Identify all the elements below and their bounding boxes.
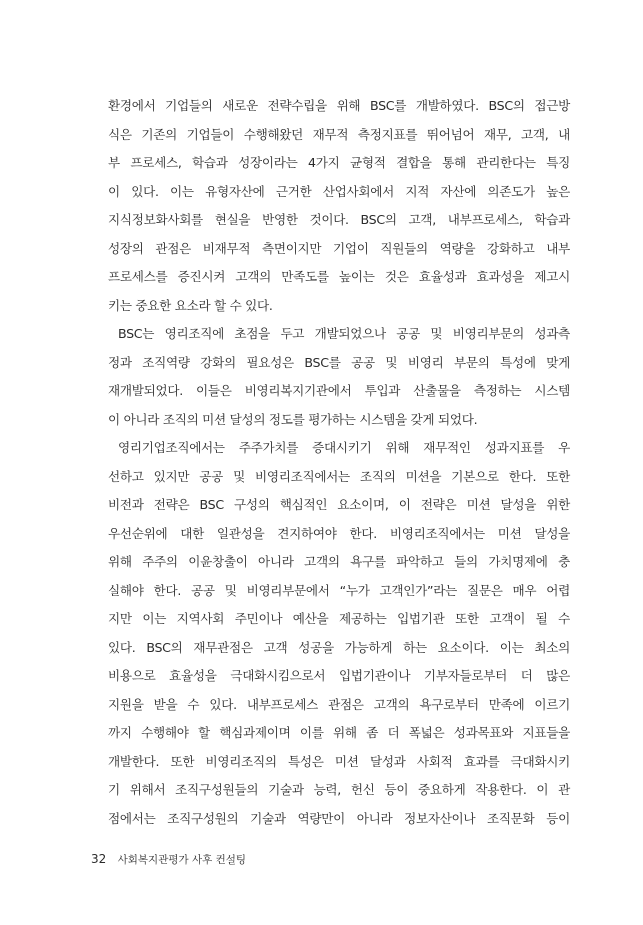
- paragraph: [108, 434, 570, 833]
- text-line: 비전과 전략은 BSC 구성의 핵심적인 요소이며, 이 전략은 미션 달성을 위한: [108, 497, 570, 512]
- text-line: 성장의 관점은 비재무적 측면이지만 기업이 직원들의 역량을 강화하고 내부: [108, 240, 570, 256]
- text-line: 위해 주주의 이윤창출이 아니라 고객의 욕구를 파악하고 들의 가치명제에 충: [108, 554, 570, 569]
- running-title: 사회복지관평가 사후 컨설팅: [117, 854, 247, 866]
- text-line: 점에서는 조직구성원의 기술과 역량만이 아니라 정보자산이나 조직문화 등이: [108, 810, 570, 826]
- text-line: 정과 조직역량 강화의 필요성은 BSC를 공공 및 비영리 부문의 특성에 맞게: [108, 354, 570, 370]
- text-line: 지원을 받을 수 있다. 내부프로세스 관점은 고객의 욕구로부터 만족에 이르기: [108, 696, 570, 712]
- body-text: [108, 92, 570, 833]
- text-line: 있다. BSC의 재무관점은 고객 성공을 가능하게 하는 요소이다. 이는 최소의: [108, 639, 570, 655]
- text-line: 부 프로세스, 학습과 성장이라는 4가지 균형적 결합을 통해 관리한다는 특징: [108, 155, 570, 170]
- text-line: 프로세스를 증진시켜 고객의 만족도를 높이는 것은 효율성과 효과성을 제고시: [108, 269, 570, 284]
- text-line: 지만 이는 지역사회 주민이나 예산을 제공하는 입법기관 또한 고객이 될 수: [108, 611, 570, 626]
- text-line: 까지 수행해야 할 핵심과제이며 이를 위해 좀 더 폭넓은 성과목표와 지표들을: [108, 725, 570, 740]
- page-number: 32: [91, 852, 107, 866]
- text-line: 식은 기존의 기업들이 수행해왔던 재무적 측정지표를 뛰어넘어 재무, 고객, 내: [108, 126, 570, 142]
- page-footer: [91, 852, 246, 867]
- text-line: 이 있다. 이는 유형자산에 근거한 산업사회에서 지적 자산에 의존도가 높은: [108, 183, 570, 199]
- text-line: 비용으로 효율성을 극대화시킴으로서 입법기관이나 기부자들로부터 더 많은: [108, 668, 570, 683]
- text-line: 실해야 한다. 공공 및 비영리부문에서 “누가 고객인가”라는 질문은 매우 어렵: [108, 582, 570, 598]
- text-line: 이 아니라 조직의 미션 달성의 정도를 평가하는 시스템을 갖게 되었다.: [108, 411, 478, 427]
- text-line: 선하고 있지만 공공 및 비영리조직에서는 조직의 미션을 기본으로 한다. 또한: [108, 468, 570, 484]
- text-line: BSC는 영리조직에 초점을 두고 개발되었으나 공공 및 비영리부문의 성과측: [118, 326, 570, 341]
- text-line: 기 위해서 조직구성원들의 기술과 능력, 헌신 등이 중요하게 작용한다. 이 관: [108, 782, 570, 797]
- paragraph: [108, 92, 570, 320]
- paragraph: [108, 320, 570, 434]
- text-line: 개발한다. 또한 비영리조직의 특성은 미션 달성과 사회적 효과를 극대화시키: [108, 753, 570, 769]
- text-line: 우선순위에 대한 일관성을 견지하여야 한다. 비영리조직에서는 미션 달성을: [108, 525, 570, 541]
- text-line: 환경에서 기업들의 새로운 전략수립을 위해 BSC를 개발하였다. BSC의 접근방: [108, 98, 570, 113]
- text-line: 키는 중요한 요소라 할 수 있다.: [108, 297, 273, 313]
- text-line: 지식정보화사회를 현실을 반영한 것이다. BSC의 고객, 내부프로세스, 학습과: [108, 212, 570, 227]
- text-line: 재개발되었다. 이들은 비영리복지기관에서 투입과 산출물을 측정하는 시스템: [108, 383, 570, 398]
- text-line: 영리기업조직에서는 주주가치를 증대시키기 위해 재무적인 성과지표를 우: [118, 440, 570, 455]
